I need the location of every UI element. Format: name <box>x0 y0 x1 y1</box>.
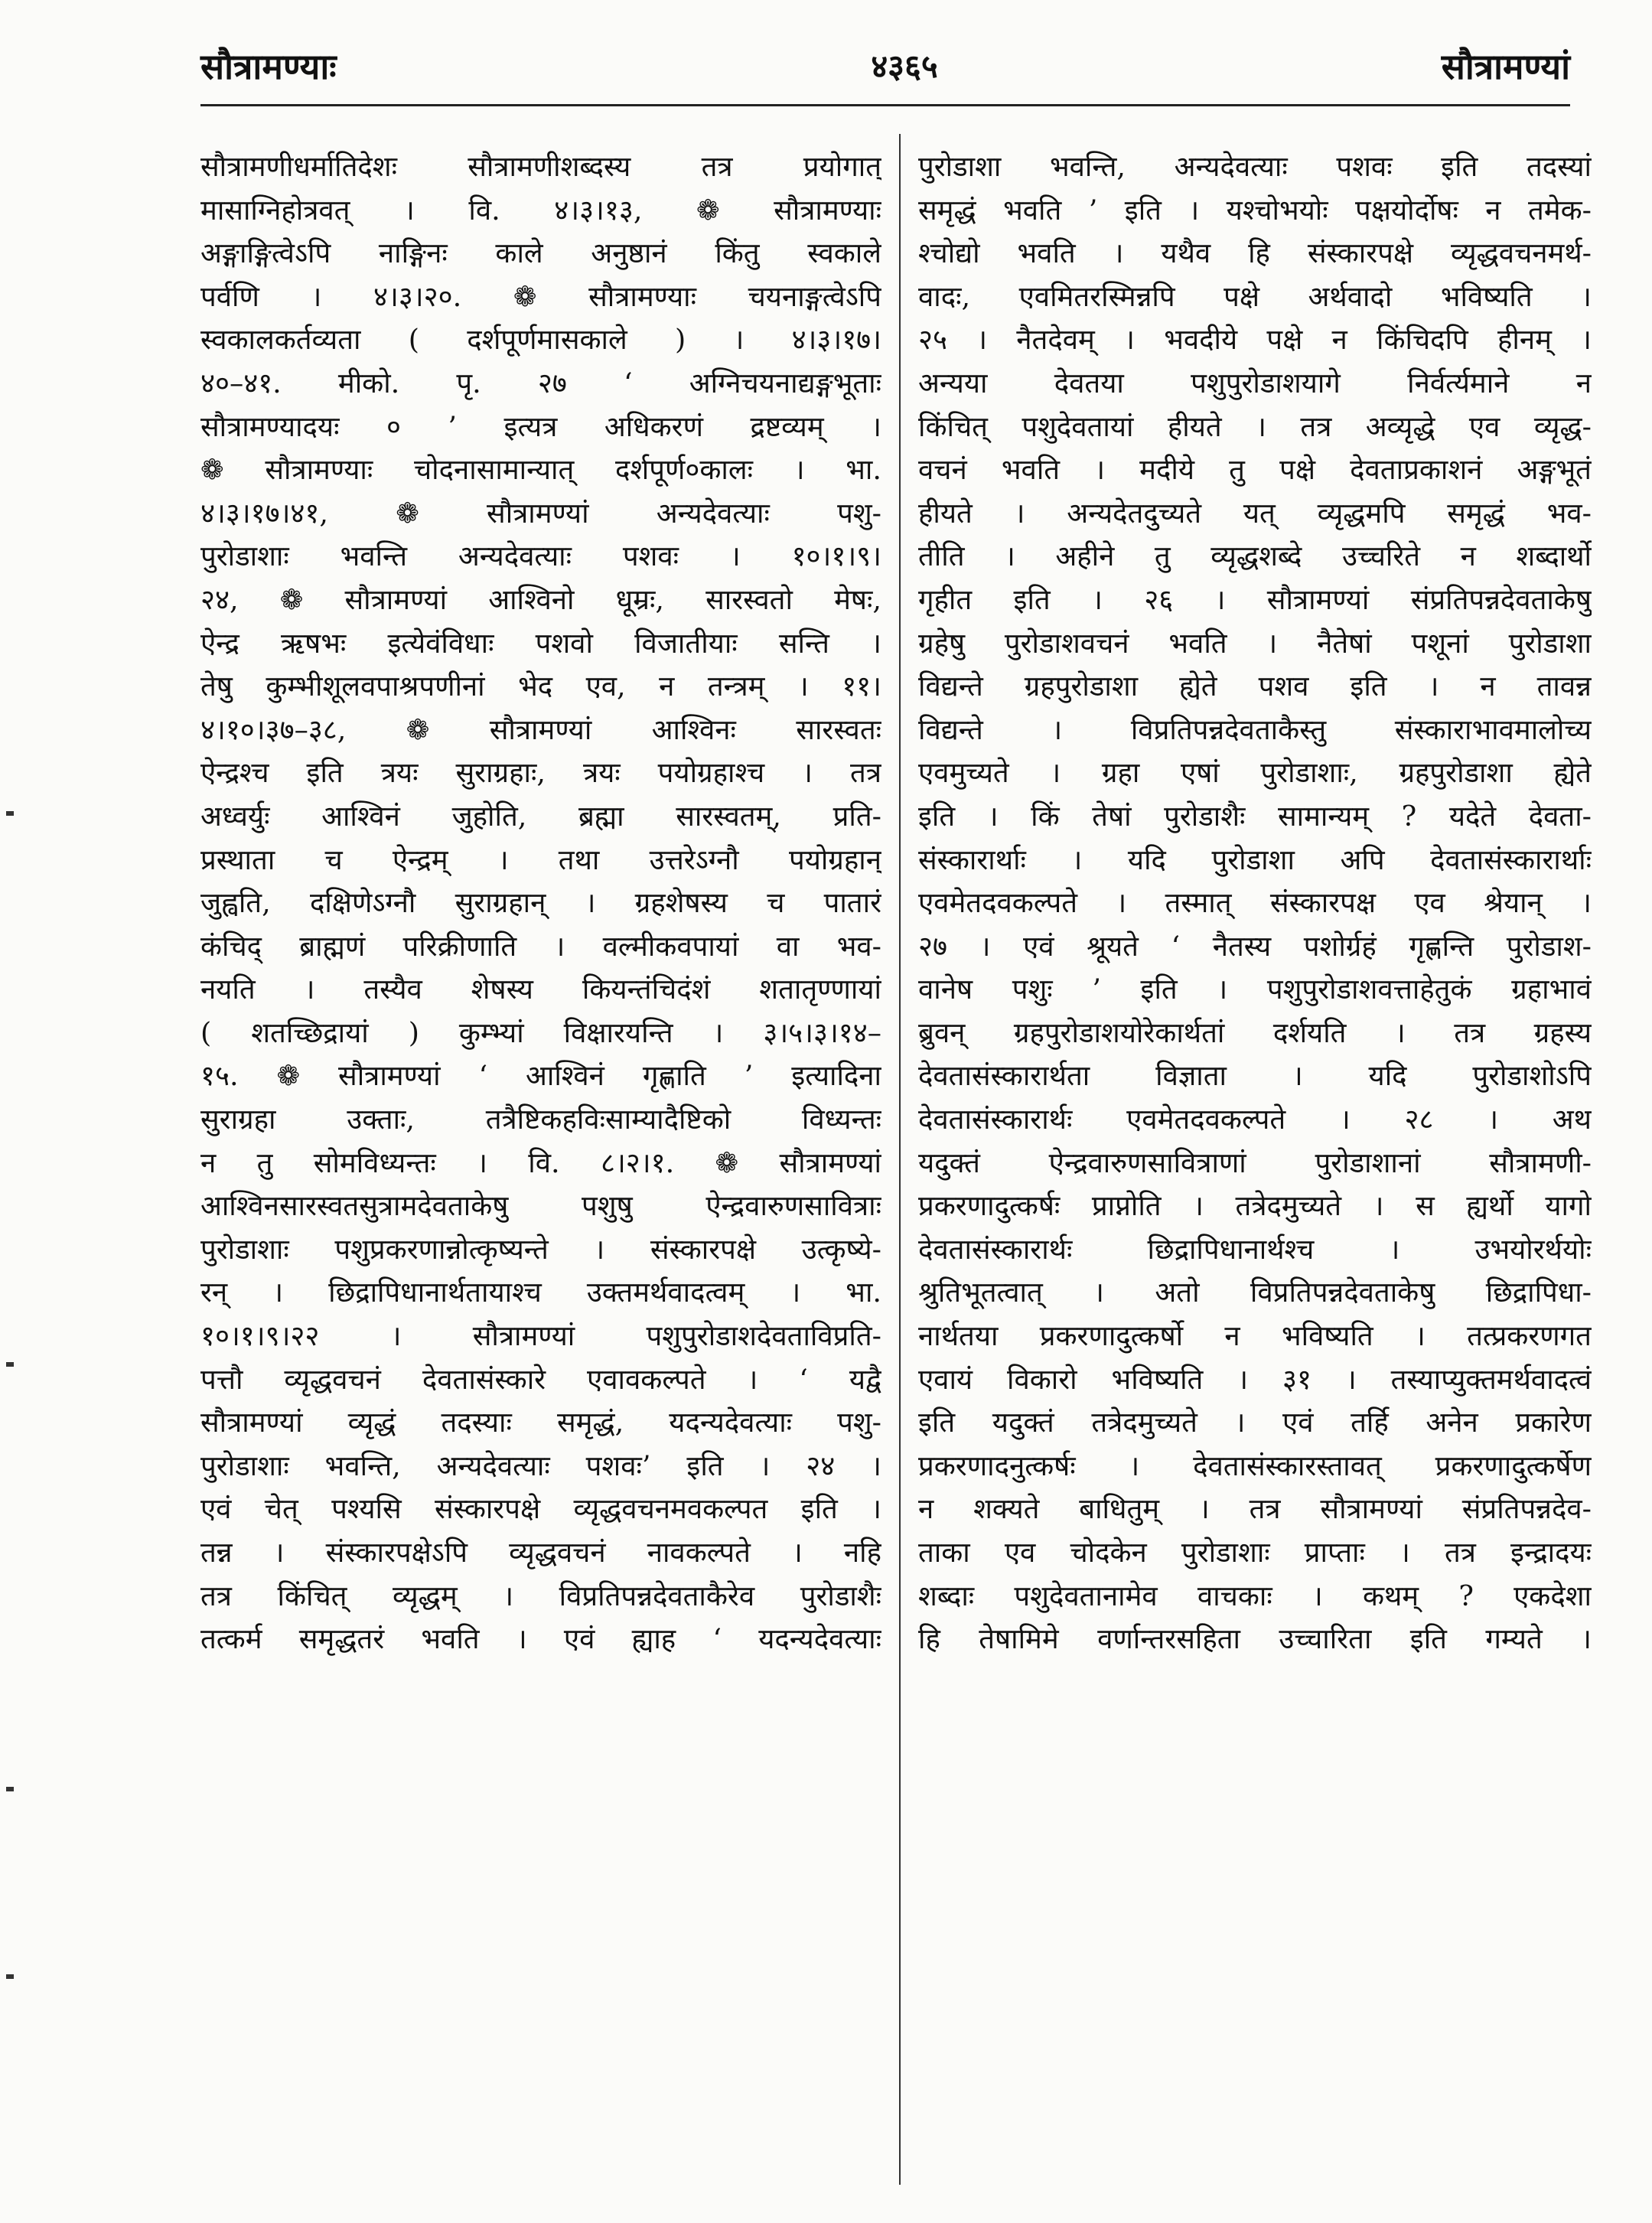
text-line: एवमुच्यते । ग्रहा एषां पुरोडाशाः, ग्रहपुरोडाशा ह्येते <box>918 756 1592 790</box>
text-line: आश्विनसारस्वतसुत्रामदेवताकेषु पशुषु ऐन्द्रवारुणसावित्राः <box>200 1189 881 1223</box>
text-line: ❁ सौत्रामण्याः चोदनासामान्यात् दर्शपूर्ण०कालः । भा. <box>200 453 881 487</box>
text-line: १०।१।९।२२ । सौत्रामण्यां पशुपुरोडाशदेवताविप्रति- <box>200 1319 881 1353</box>
text-line: तन्न । संस्कारपक्षेऽपि व्यृद्धवचनं नावकल्पते । नहि <box>200 1536 881 1569</box>
text-line: अध्वर्युः आश्विनं जुहोति, ब्रह्मा सारस्वतम्, प्रति- <box>200 799 881 833</box>
text-line: १५. ❁ सौत्रामण्यां ‘ आश्विनं गृह्णाति ’ इत्यादिना <box>200 1059 881 1093</box>
text-line: इति यदुक्तं तत्रेदमुच्यते । एवं तर्हि अनेन प्रकारेण <box>918 1406 1592 1439</box>
text-line: एवं चेत् पश्यसि संस्कारपक्षे व्यृद्धवचनमवकल्पत इति । <box>200 1492 881 1526</box>
text-line: प्रस्थाता च ऐन्द्रम् । तथा उत्तरेऽग्नौ पयोग्रहान् <box>200 843 881 876</box>
margin-mark <box>6 1787 14 1791</box>
text-line: २४, ❁ सौत्रामण्यां आश्विनो धूम्रः, सारस्वतो मेषः, <box>200 582 881 616</box>
text-line: ४०–४१. मीको. पृ. २७ ‘ अग्निचयनाद्यङ्गभूताः <box>200 366 881 399</box>
text-line: देवतासंस्कारार्थः छिद्रापिधानार्थश्च । उभयोरर्थयोः <box>918 1232 1592 1266</box>
text-line: अन्यया देवतया पशुपुरोडाशयागे निर्वर्त्यमाने न <box>918 366 1592 399</box>
text-line: ( शतच्छिद्रायां ) कुम्भ्यां विक्षारयन्ति । ३।५।३।१४– <box>200 1015 881 1049</box>
text-line: ताका एव चोदकेन पुरोडाशाः प्राप्ताः । तत्र इन्द्रादयः <box>918 1536 1592 1569</box>
column-divider <box>899 134 901 2185</box>
running-head-left: सौत्रामण्याः <box>200 46 337 87</box>
text-line: पत्तौ व्यृद्धवचनं देवतासंस्कारे एवावकल्पते । ‘ यद्वै <box>200 1362 881 1396</box>
text-line: विद्यन्ते । विप्रतिपन्नदेवताकैस्तु संस्काराभावमालोच्य <box>918 712 1592 746</box>
text-line: एवायं विकारो भविष्यति । ३१ । तस्याप्युक्तमर्थवादत्वं <box>918 1362 1592 1396</box>
text-line: न तु सोमविध्यन्तः । वि. ८।२।१. ❁ सौत्रामण्यां <box>200 1146 881 1179</box>
text-line: वचनं भवति । मदीये तु पक्षे देवताप्रकाशनं अङ्गभूतं <box>918 453 1592 487</box>
page-number: ४३६५ <box>871 47 938 85</box>
text-line: ग्रहेषु पुरोडाशवचनं भवति । नैतेषां पशूनां पुरोडाशा <box>918 626 1592 660</box>
text-line: २५ । नैतदेवम् । भवदीये पक्षे न किंचिदपि हीनम् । <box>918 323 1592 357</box>
text-line: रन् । छिद्रापिधानार्थतायाश्च उक्तमर्थवादत्वम् । भा. <box>200 1276 881 1309</box>
text-line: संस्कारार्थाः । यदि पुरोडाशा अपि देवतासंस्कारार्थाः <box>918 843 1592 876</box>
text-line: श्चोद्यो भवति । यथैव हि संस्कारपक्षे व्यृद्धवचनमर्थ- <box>918 236 1592 270</box>
text-line: ४।३।१७।४१, ❁ सौत्रामण्यां अन्यदेवत्याः पशु- <box>200 496 881 530</box>
margin-mark <box>6 1362 14 1367</box>
text-line: तत्र किंचित् व्यृद्धम् । विप्रतिपन्नदेवताकैरेव पुरोडाशैः <box>200 1579 881 1612</box>
text-line: विद्यन्ते ग्रहपुरोडाशा ह्येते पशव इति । न तावन्न <box>918 670 1592 703</box>
margin-mark <box>6 1974 14 1979</box>
text-line: प्रकरणादुत्कर्षः प्राप्नोति । तत्रेदमुच्यते । स ह्यर्थो यागो <box>918 1189 1592 1223</box>
margin-mark <box>6 811 14 816</box>
text-line: श्रुतिभूतत्वात् । अतो विप्रतिपन्नदेवताकेषु छिद्रापिधा- <box>918 1276 1592 1309</box>
text-line: प्रकरणादनुत्कर्षः । देवतासंस्कारस्तावत् प्रकरणादुत्कर्षेण <box>918 1449 1592 1482</box>
page-header <box>200 40 1570 101</box>
text-line: पुरोडाशाः पशुप्रकरणान्नोत्कृष्यन्ते । संस्कारपक्षे उत्कृष्ये- <box>200 1232 881 1266</box>
text-line: देवतासंस्कारार्थः एवमेतदवकल्पते । २८ । अथ <box>918 1103 1592 1136</box>
text-line: वानेष पशुः ’ इति । पशुपुरोडाशवत्ताहेतुकं ग्रहाभावं <box>918 973 1592 1006</box>
text-line: कंचिद् ब्राह्मणं परिक्रीणाति । वल्मीकवपायां वा भव- <box>200 929 881 963</box>
text-line: तीति । अहीने तु व्यृद्धशब्दे उच्चरिते न शब्दार्थो <box>918 539 1592 573</box>
text-line: वादः, एवमितरस्मिन्नपि पक्षे अर्थवादो भविष्यति । <box>918 279 1592 313</box>
text-line: हि तेषामिमे वर्णान्तरसहिता उच्चारिता इति गम्यते । <box>918 1622 1592 1656</box>
text-line: ऐन्द्र ऋषभः इत्येवंविधाः पशवो विजातीयाः सन्ति । <box>200 626 881 660</box>
running-head-right: सौत्रामण्यां <box>1441 46 1570 87</box>
text-line: सौत्रामण्यां व्यृद्धं तदस्याः समृद्धं, यदन्यदेवत्याः पशु- <box>200 1406 881 1439</box>
text-line: न शक्यते बाधितुम् । तत्र सौत्रामण्यां संप्रतिपन्नदेव- <box>918 1492 1592 1526</box>
text-line: सुराग्रहा उक्ताः, तत्रैष्टिकहविःसाम्यादैष्टिको विध्यन्तः <box>200 1103 881 1136</box>
text-line: ऐन्द्रश्च इति त्रयः सुराग्रहाः, त्रयः पयोग्रहाश्च । तत्र <box>200 756 881 790</box>
text-line: ब्रुवन् ग्रहपुरोडाशयोरेकार्थतां दर्शयति । तत्र ग्रहस्य <box>918 1015 1592 1049</box>
text-line: पर्वणि । ४।३।२०. ❁ सौत्रामण्याः चयनाङ्गत्वेऽपि <box>200 279 881 313</box>
text-line: स्वकालकर्तव्यता ( दर्शपूर्णमासकाले ) । ४।३।१७। <box>200 323 881 357</box>
text-line: गृहीत इति । २६ । सौत्रामण्यां संप्रतिपन्नदेवताकेषु <box>918 582 1592 616</box>
text-line: पुरोडाशा भवन्ति, अन्यदेवत्याः पशवः इति तदस्यां <box>918 150 1592 183</box>
text-line: किंचित् पशुदेवतायां हीयते । तत्र अव्यृद्धे एव व्यृद्ध- <box>918 409 1592 443</box>
text-line: हीयते । अन्यदेतदुच्यते यत् व्यृद्धमपि समृद्धं भव- <box>918 496 1592 530</box>
text-line: यदुक्तं ऐन्द्रवारुणसावित्राणां पुरोडाशानां सौत्रामणी- <box>918 1146 1592 1179</box>
text-line: तेषु कुम्भीशूलवपाश्रपणीनां भेद एव, न तन्त्रम् । ११। <box>200 670 881 703</box>
text-line: समृद्धं भवति ’ इति । यश्चोभयोः पक्षयोर्दोषः न तमेक- <box>918 193 1592 227</box>
text-line: देवतासंस्कारार्थता विज्ञाता । यदि पुरोडाशोऽपि <box>918 1059 1592 1093</box>
text-line: सौत्रामणीधर्मातिदेशः सौत्रामणीशब्दस्य तत्र प्रयोगात् <box>200 150 881 183</box>
header-rule <box>200 104 1570 106</box>
text-line: अङ्गाङ्गित्वेऽपि नाङ्गिनः काले अनुष्ठानं किंतु स्वकाले <box>200 236 881 270</box>
text-line: मासाग्निहोत्रवत् । वि. ४।३।१३, ❁ सौत्रामण्याः <box>200 193 881 227</box>
text-line: इति । किं तेषां पुरोडाशैः सामान्यम् ? यदेते देवता- <box>918 799 1592 833</box>
text-line: तत्कर्म समृद्धतरं भवति । एवं ह्याह ‘ यदन्यदेवत्याः <box>200 1622 881 1656</box>
text-line: नार्थतया प्रकरणादुत्कर्षो न भविष्यति । तत्प्रकरणगत <box>918 1319 1592 1353</box>
text-line: पुरोडाशाः भवन्ति अन्यदेवत्याः पशवः । १०।१।९। <box>200 539 881 573</box>
text-line: शब्दाः पशुदेवतानामेव वाचकाः । कथम् ? एकदेशा <box>918 1579 1592 1612</box>
text-line: सौत्रामण्यादयः ० ’ इत्यत्र अधिकरणं द्रष्टव्यम् । <box>200 409 881 443</box>
text-line: ४।१०।३७–३८, ❁ सौत्रामण्यां आश्विनः सारस्वतः <box>200 712 881 746</box>
text-line: एवमेतदवकल्पते । तस्मात् संस्कारपक्ष एव श्रेयान् । <box>918 886 1592 920</box>
text-line: जुह्वति, दक्षिणेऽग्नौ सुराग्रहान् । ग्रहशेषस्य च पातारं <box>200 886 881 920</box>
text-line: पुरोडाशाः भवन्ति, अन्यदेवत्याः पशवः’ इति । २४ । <box>200 1449 881 1482</box>
right-column <box>918 145 1592 1661</box>
text-line: नयति । तस्यैव शेषस्य कियन्तंचिदंशं शतातृण्णायां <box>200 973 881 1006</box>
text-line: २७ । एवं श्रूयते ‘ नैतस्य पशोर्ग्रहं गृह्णन्ति पुरोडाश- <box>918 929 1592 963</box>
left-column <box>200 145 881 1661</box>
